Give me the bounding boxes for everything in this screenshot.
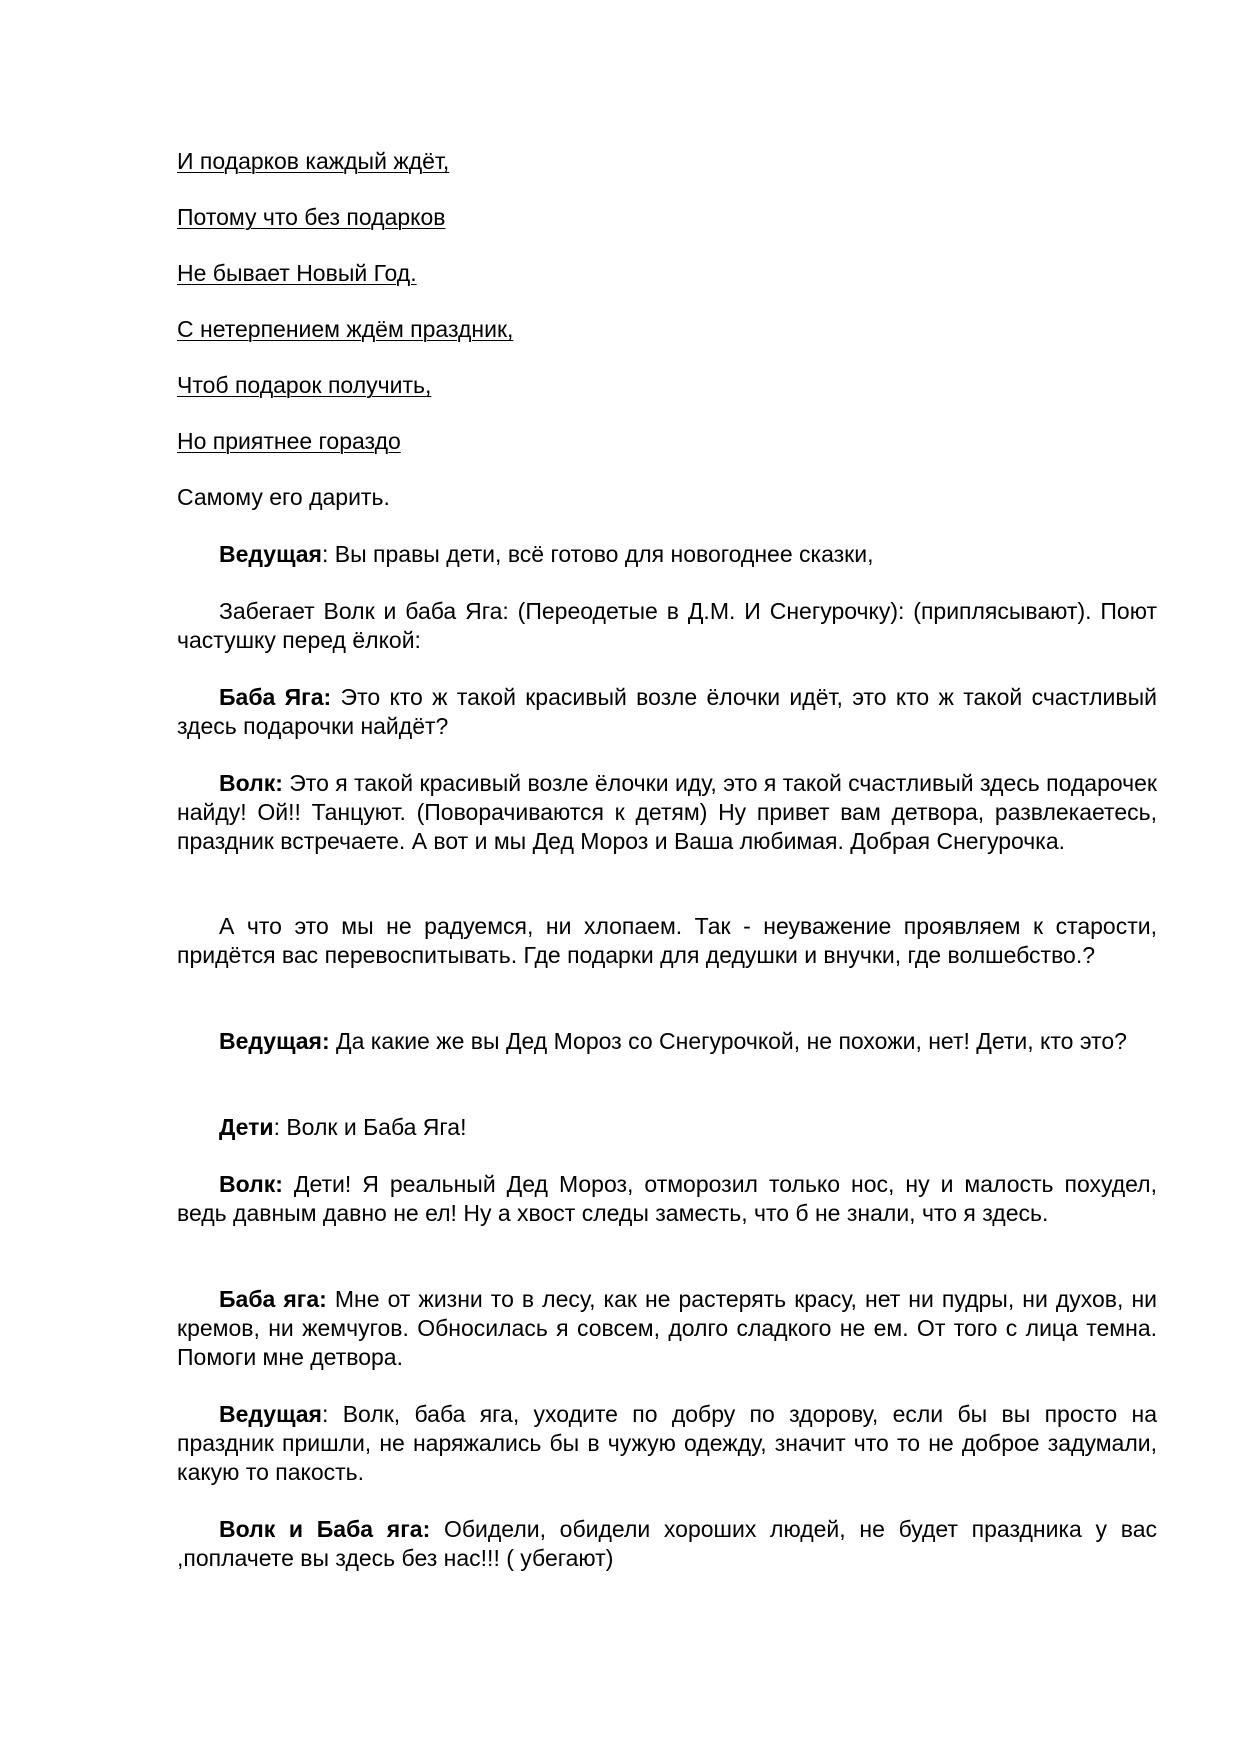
verse-line: С нетерпением ждём праздник, [177, 316, 514, 342]
dialogue-paragraph [177, 540, 1157, 569]
dialogue-text: Это кто ж такой красивый возле ёлочки идёт, это кто ж такой счастливый здесь подарочки найдёт? [177, 684, 1157, 739]
dialogue-paragraph [177, 683, 1157, 741]
dialogue-paragraph [177, 1285, 1157, 1372]
dialogue-paragraph [177, 1170, 1157, 1228]
stage-direction [177, 597, 1157, 655]
dialogue-paragraph [177, 769, 1157, 856]
dialogue-text: Это я такой красивый возле ёлочки иду, это я такой счастливый здесь подарочек найду! Ой!! Танцуют. (Поворачиваются к детям) Ну привет вам детвора, развлекаетесь, праздник встречаете. А вот и мы Дед Мороз и Ваша любимая. Добрая Снегурочка. [177, 770, 1157, 854]
speaker-name: Ведущая [219, 1401, 322, 1427]
dialogue-paragraph [177, 1400, 1157, 1487]
dialogue-paragraph [177, 1113, 1157, 1142]
speaker-name: Баба яга: [219, 1286, 327, 1312]
dialogue-paragraph [177, 1515, 1157, 1573]
speaker-name: Волк: [219, 770, 283, 796]
verse-line: Но приятнее гораздо [177, 428, 401, 454]
dialogue-text: А что это мы не радуемся, ни хлопаем. Так - неуважение проявляем к старости, придётся вас перевоспитывать. Где подарки для дедушки и внучки, где волшебство.? [177, 913, 1157, 968]
dialogue-text: Да какие же вы Дед Мороз со Снегурочкой, не похожи, нет! Дети, кто это? [329, 1028, 1127, 1054]
verse-line: Не бывает Новый Год. [177, 260, 417, 286]
verse-line: Чтоб подарок получить, [177, 372, 432, 398]
verse-line: Самому его дарить. [177, 484, 390, 510]
speaker-name: Волк и Баба яга: [219, 1516, 431, 1542]
dialogue-paragraph [177, 912, 1157, 970]
speaker-name: Ведущая [219, 541, 322, 567]
speaker-name: Баба Яга: [219, 684, 332, 710]
dialogue-text: Дети! Я реальный Дед Мороз, отморозил только нос, ну и малость похудел, ведь давным давно не ел! Ну а хвост следы заместь, что б не знали, что я здесь. [177, 1171, 1157, 1226]
dialogue-text: : Волк и Баба Яга! [273, 1114, 467, 1140]
dialogue-paragraph [177, 1027, 1157, 1056]
speaker-name: Волк: [219, 1171, 283, 1197]
dialogue-text: : Волк, баба яга, уходите по добру по здорову, если бы вы просто на праздник пришли, не наряжались бы в чужую одежду, значит что то не доброе задумали, какую то пакость. [177, 1401, 1157, 1485]
verse-line: Потому что без подарков [177, 204, 446, 230]
speaker-name: Дети [219, 1114, 274, 1140]
verse-line: И подарков каждый ждёт, [177, 148, 450, 174]
dialogue-text: Мне от жизни то в лесу, как не растерять красу, нет ни пудры, ни духов, ни кремов, ни жемчугов. Обносилась я совсем, долго сладкого не ем. От того с лица темна. Помоги мне детвора. [177, 1286, 1158, 1370]
speaker-name: Ведущая: [219, 1028, 330, 1054]
dialogue-text: : Вы правы дети, всё готово для новогоднее сказки, [321, 541, 874, 567]
dialogue-text: Забегает Волк и баба Яга: (Переодетые в Д.М. И Снегурочку): (приплясывают). Поют частушку перед ёлкой: [177, 598, 1157, 653]
dialogue-text: Обидели, обидели хороших людей, не будет праздника у вас ,поплачете вы здесь без нас!!! ( убегают) [177, 1516, 1157, 1571]
